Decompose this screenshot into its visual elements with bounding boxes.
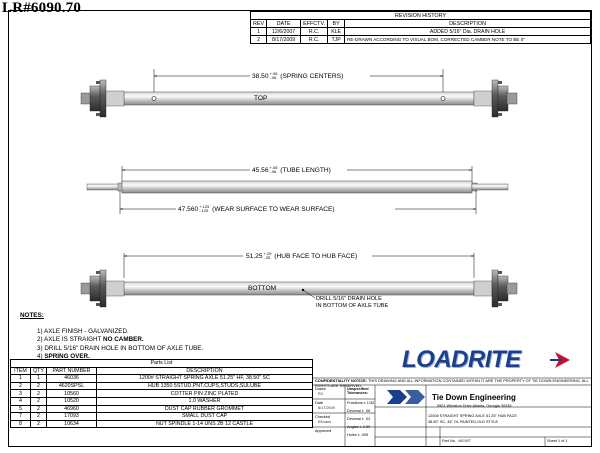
parts-list-table [10,359,313,428]
part-number-cell: 10634 [47,420,97,428]
description-header: DESCRIPTION [97,367,313,375]
right-hub [474,270,517,307]
part-number-cell: 4620SPSL [47,382,97,390]
drawing-number: LR#6090.70 [2,0,82,16]
part-number-cell: 10560 [47,390,97,398]
drawn-by-value: RC [318,392,324,396]
by-cell: TJP [328,36,345,44]
callout-line: IN BOTTOM OF AXLE TUBE [316,303,389,309]
rev-header: REV [251,20,267,28]
rev-cell: 1 [251,28,267,36]
hub-face-dimension [246,252,357,260]
dimension-value: 38.50 [252,72,269,80]
checked-by-value: KEvans [318,420,332,424]
qty-cell: 2 [31,382,47,390]
sheet-number: 1 [558,439,561,443]
description-cell: RE-DRAWN ACCORDING TO VISUAL BOM, CORRECTED CAMBER NOTE TO BE 0" [345,36,591,44]
approved-label: Approved [315,429,332,433]
revision-history-title: REVISION HISTORY [251,12,591,20]
effctv-header: EFFCTV. [301,20,328,28]
sheet-info [547,439,568,443]
right-hub [474,80,517,117]
of-label: of [561,439,565,443]
part-number-label: Part No. [442,439,456,443]
qty-cell: 2 [31,420,47,428]
description-line: 1200# STRAIGHT SPRING AXLE 51.25" HUB FACE [428,414,517,418]
axle-tube [124,92,474,105]
unspecified-tolerances-label: Unspecified Tolerances: [347,387,369,395]
parts-row [11,390,313,398]
decimal-tolerance: Decimal ± .06 [347,409,371,413]
spring-center-hole [441,97,445,101]
item-header: ITEM [11,367,31,375]
effctv-cell: R.C. [301,28,328,36]
item-cell: 7 [11,413,31,421]
tolerance-minus: -.125 [199,208,209,213]
description-cell: 1.0 WASHER [97,397,313,405]
loadrite-logo [402,346,570,376]
dimension-text: (HUB FACE TO HUB FACE) [274,252,358,260]
part-number-cell: 10520 [47,397,97,405]
by-header: BY [328,20,345,28]
note-item [37,336,203,344]
item-cell: 2 [11,382,31,390]
spring-centers-dimension [252,72,343,80]
effctv-cell: R.C. [301,36,328,44]
notes-section [20,312,203,361]
notes-heading: NOTES: [20,312,44,319]
left-hub [81,80,124,117]
angles-tolerance: Angles ± 0.50 [347,425,371,429]
parts-list-title: Parts List [11,360,313,368]
qty-cell: 2 [31,390,47,398]
item-cell: 3 [11,390,31,398]
note-item [37,328,203,336]
tolerance-plus: +.125 [199,204,210,209]
tolerance-plus: +.06 [269,165,278,170]
parts-row [11,397,313,405]
note-number: 3) [37,344,43,352]
dimension-value: 51.25 [246,252,263,260]
decimal-tolerance: Decimal ± .03 [347,417,371,421]
dimension-value: 45.56 [252,166,269,174]
date-cell: 12/6/2007 [267,28,301,36]
description-header: DESCRIPTION [345,20,591,28]
note-emphasis: NO CAMBER. [103,336,144,344]
qty-header: QTY [31,367,47,375]
description-cell: COTTER PIN ZINC PLATED [97,390,313,398]
part-number-cell: 46036 [47,375,97,383]
confidentiality-text: THIS DRAWING AND ALL INFORMATION CONTAINED WITHIN IT ARE THE PROPERTY OF TIE DOWN ENGINEERING. ALL RIGHTS ARE RESERVED. [315,378,589,388]
note-number: 4) [37,352,43,360]
company-name: Tie Down Engineering [432,393,516,402]
part-number-header: PART NUMBER [47,367,97,375]
axle-tube [124,282,474,295]
axle-tube [122,181,472,193]
date-cell: 8/17/2009 [267,36,301,44]
tolerance-minus: -.25 [263,255,271,260]
note-number: 2) [37,336,43,344]
tolerance-minus: -.06 [269,75,277,80]
description-cell: DUST CAP RUBBER GROMMET [97,405,313,413]
tolerance-minus: -.06 [269,169,277,174]
checked-label: Checked [315,415,330,419]
fractions-tolerance: Fractions ± 1/32 [347,401,375,405]
confidentiality-heading: CONFIDENTIALITY NOTICE: [315,378,368,383]
date-label: Date [315,401,324,405]
left-hub [81,270,124,307]
note-emphasis: SPRING OVER. [44,352,90,360]
part-number-value: 46036T [458,439,471,443]
dimension-text: (TUBE LENGTH) [280,166,331,174]
company-address: 5901 Wheaton Drive Atlanta, Georgia 30336 [437,404,512,408]
tube-length-dimension [252,166,331,174]
tolerance-plus: +.06 [269,71,278,76]
note-item [37,345,203,353]
qty-cell: 2 [31,397,47,405]
parts-row [11,413,313,421]
note-text: AXLE FINISH - GALVANIZED. [44,328,129,336]
sheet-total: 1 [565,439,568,443]
part-number-cell: 46960 [47,405,97,413]
tie-down-logo-icon [387,390,425,404]
date-value: 8/17/2009 [318,406,335,410]
drawn-label: Drawn [315,387,326,391]
sheet-label: Sheet [547,439,557,443]
holes-tolerance: Holes ± .005 [347,433,369,437]
callout-line: DRILL 5/16" DRAIN HOLE [316,296,382,302]
dimension-text: (WEAR SURFACE TO WEAR SURFACE) [212,205,335,213]
spindle [87,184,123,190]
spring-center-hole [152,97,156,101]
parts-row [11,405,313,413]
drain-hole-callout [316,296,388,310]
description-cell: HUB 1350 5STUD,PNT,CUPS,STUDS,SULUBE [97,382,313,390]
qty-cell: 1 [31,375,47,383]
description-line: 38.50" SC, 45" OL PAINTED,OLD STYLE [428,420,499,424]
item-cell: 5 [11,405,31,413]
description-cell: ADDED 5/16" Dia. DRAIN HOLE [345,28,591,36]
item-cell: 4 [11,397,31,405]
item-cell: 1 [11,375,31,383]
note-text: DRILL 5/16" DRAIN HOLE IN BOTTOM OF AXLE TUBE. [44,344,204,352]
spindle [472,184,508,190]
bottom-view-label: BOTTOM [248,285,277,292]
parts-row [11,420,313,428]
top-view-label: TOP [254,95,268,102]
description-cell: 1200# STRAIGHT SPRING AXLE 51.25" HF, 38.50" SC [97,375,313,383]
bottom-view [81,253,517,307]
wear-surface-dimension [178,205,335,213]
date-header: DATE [267,20,301,28]
qty-cell: 2 [31,413,47,421]
qty-cell: 2 [31,405,47,413]
parts-row [11,382,313,390]
dimension-text: (SPRING CENTERS) [280,72,344,80]
description-cell: NUT SPINDLE 1-14 UNS 2B 12 CASTLE [97,420,313,428]
dimension-value: 47.560 [178,205,199,213]
note-text: AXLE IS STRAIGHT [44,336,104,344]
item-cell: 8 [11,420,31,428]
rev-cell: 2 [251,36,267,44]
logo-text: LOADRITE [402,346,521,373]
description-cell: SMALL DUST CAP [97,413,313,421]
parts-row [11,375,313,383]
tolerance-plus: +.25 [263,251,272,256]
note-number: 1) [37,328,43,336]
part-number-cell: 17093 [47,413,97,421]
by-cell: KLE [328,28,345,36]
